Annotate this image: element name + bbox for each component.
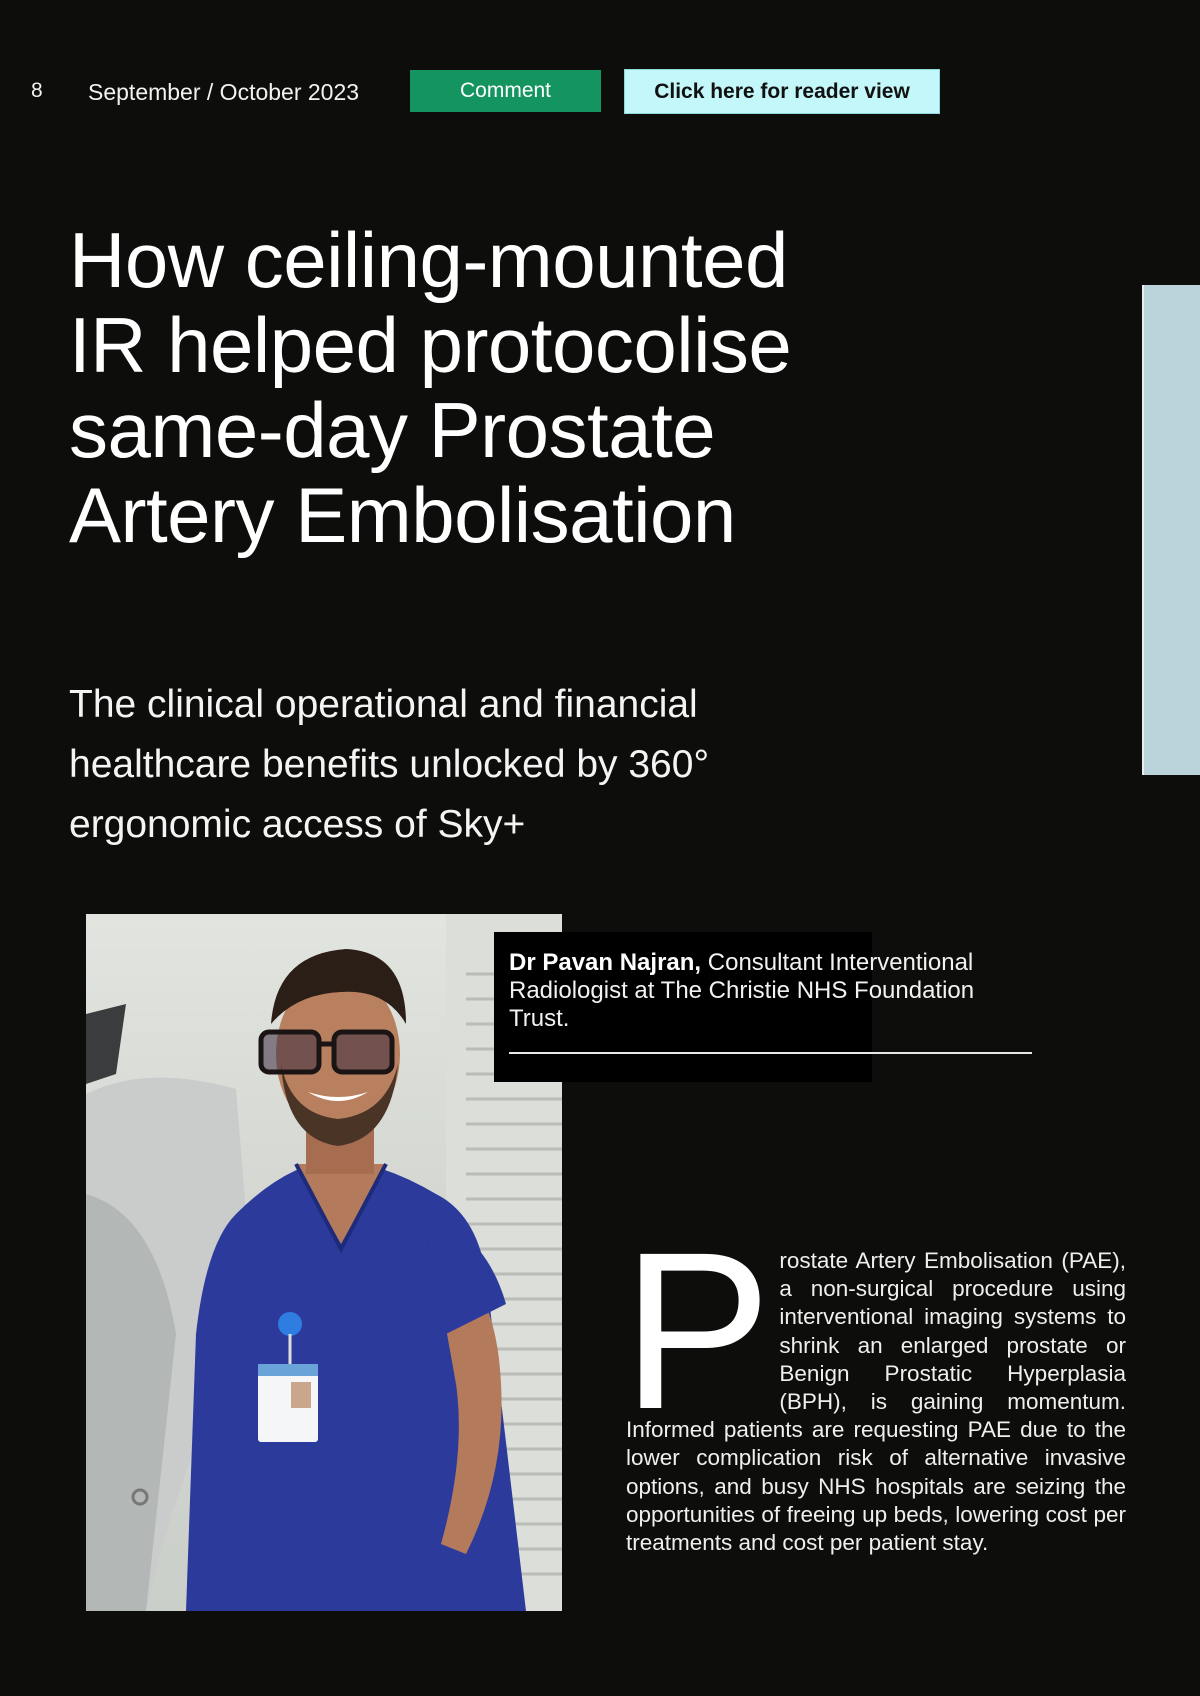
photo-caption — [509, 949, 1029, 1033]
article-body — [622, 1206, 1126, 1557]
issue-date: September / October 2023 — [88, 79, 360, 105]
reader-view-button[interactable]: Click here for reader view — [624, 69, 940, 114]
side-panel — [1142, 285, 1200, 775]
headline-line: How ceiling-mounted — [69, 216, 788, 304]
headline — [69, 218, 969, 558]
subheading-line: healthcare benefits unlocked by 360° — [69, 743, 710, 786]
portrait-photo — [86, 914, 562, 1611]
subheading-line: ergonomic access of Sky+ — [69, 803, 526, 846]
drop-cap: P — [622, 1206, 772, 1456]
subheading — [69, 675, 849, 855]
subheading-line: The clinical operational and financial — [69, 683, 698, 726]
caption-name: Dr Pavan Najran, — [509, 949, 702, 976]
page-number: 8 — [31, 79, 43, 102]
caption-role: Consultant Interventional Radiologist at The Christie NHS Foundation Trust. — [509, 949, 975, 1032]
caption-divider — [509, 1052, 1032, 1054]
headline-line: same-day Prostate — [69, 386, 716, 474]
article-body-text: rostate Artery Embolisation (PAE), a non-surgical procedure using interventional imaging systems to shrink an enlarged prostate or Benign Prostatic Hyperplasia (BPH), is gaining momentum. Informed patients are requesting PAE due to the lower complication risk of alternative invasive options, and busy NHS hospitals are seizing the opportunities of freeing up beds, lowering cost per treatments and cost per patient stay. — [626, 1248, 1126, 1556]
headline-line: IR helped protocolise — [69, 301, 792, 389]
comment-button[interactable]: Comment — [410, 70, 601, 112]
headline-line: Artery Embolisation — [69, 471, 736, 559]
